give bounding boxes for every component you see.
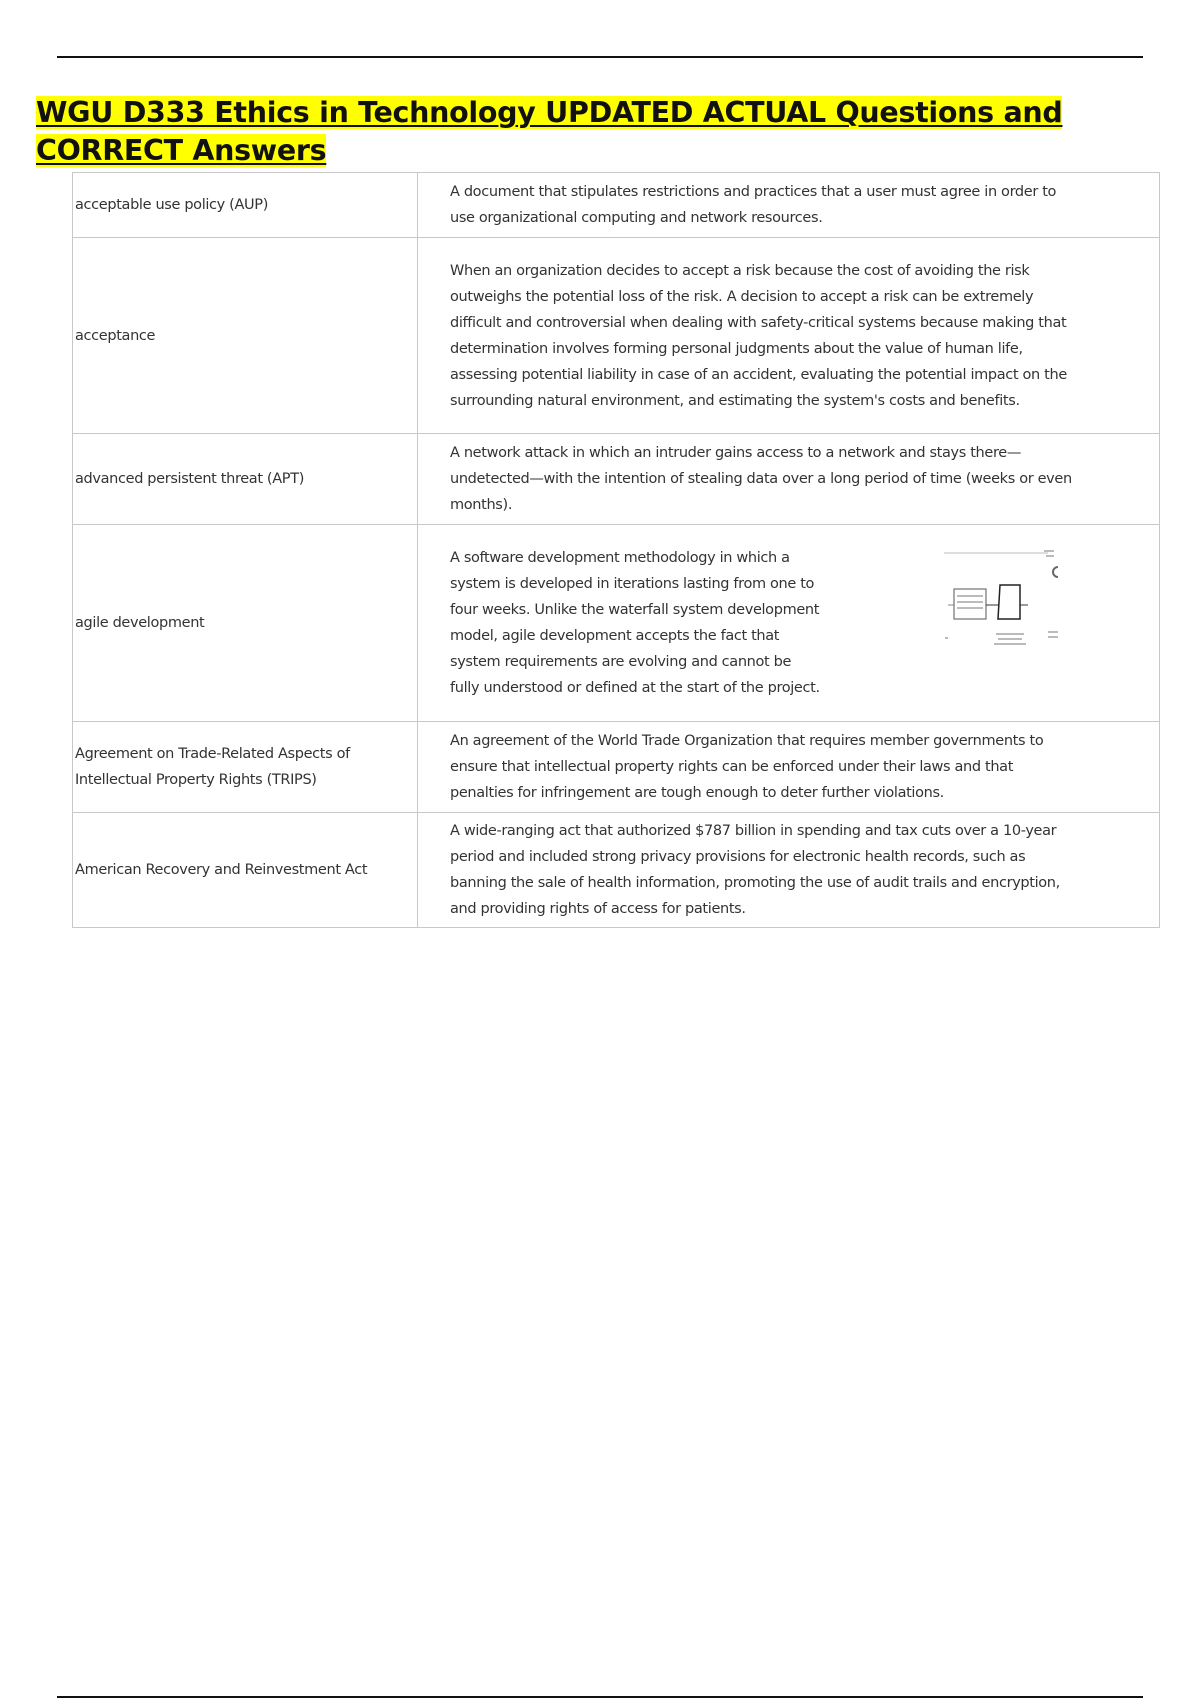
definition-cell: [418, 525, 1160, 722]
term-cell: American Recovery and Reinvestment Act: [73, 813, 418, 928]
table-row: [73, 722, 1160, 813]
page-title: [36, 94, 1186, 170]
term-cell: Agreement on Trade-Related Aspects of Intellectual Property Rights (TRIPS): [73, 722, 418, 813]
table-row: [73, 434, 1160, 525]
term-cell: acceptance: [73, 238, 418, 434]
table-row: [73, 813, 1160, 928]
definition-cell: A document that stipulates restrictions and practices that a user must agree in order to use organizational computing and network resources.: [418, 173, 1160, 238]
definition-cell: An agreement of the World Trade Organization that requires member governments to ensure that intellectual property rights can be enforced under their laws and that penalties for infringement are tough enough to deter further violations.: [418, 722, 1160, 813]
term-cell: advanced persistent threat (APT): [73, 434, 418, 525]
definition-cell: A network attack in which an intruder gains access to a network and stays there—undetected—with the intention of stealing data over a long period of time (weeks or even months).: [418, 434, 1160, 525]
page-title-text: WGU D333 Ethics in Technology UPDATED ACTUAL Questions and CORRECT Answers: [36, 96, 1063, 167]
definition-text: A software development methodology in which a system is developed in iterations lasting from one to four weeks. Unlike the waterfall system development model, agile development accepts the fact that system requirements are evolving and cannot be fully understood or defined at the start of the project.: [450, 550, 820, 696]
table-row: [73, 173, 1160, 238]
definition-cell: When an organization decides to accept a risk because the cost of avoiding the risk outweighs the potential loss of the risk. A decision to accept a risk can be extremely difficult and controversial when dealing with safety-critical systems because making that determination involves forming personal judgments about the value of human life, assessing potential liability in case of an accident, evaluating the potential impact on the surrounding natural environment, and estimating the system's costs and benefits.: [418, 238, 1160, 434]
footer-rule: [57, 1696, 1143, 1698]
definition-cell: A wide-ranging act that authorized $787 billion in spending and tax cuts over a 10-year period and included strong privacy provisions for electronic health records, such as banning the sale of health information, promoting the use of audit trails and encryption, and providing rights of access for patients.: [418, 813, 1160, 928]
table-row: [73, 238, 1160, 434]
glossary-table: [72, 172, 1160, 928]
term-cell: agile development: [73, 525, 418, 722]
table-row: [73, 525, 1160, 722]
agile-diagram-thumbnail: [944, 549, 1068, 649]
header-rule: [57, 56, 1143, 58]
term-cell: acceptable use policy (AUP): [73, 173, 418, 238]
